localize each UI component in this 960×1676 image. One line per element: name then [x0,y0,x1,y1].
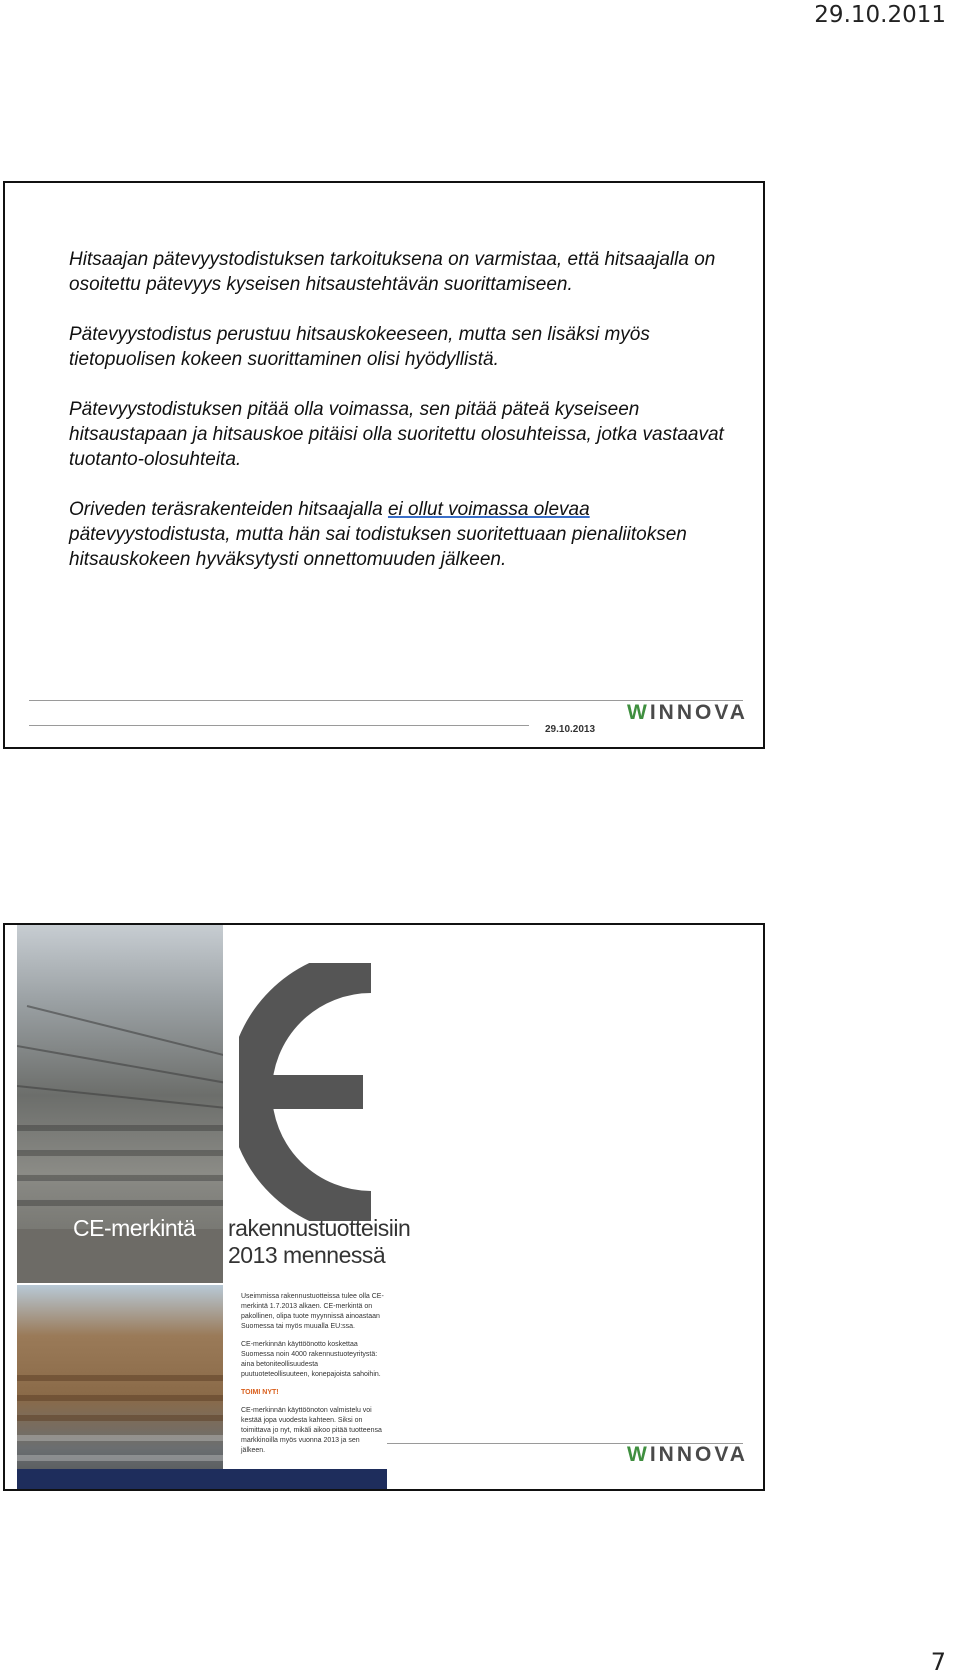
paragraph-purpose: Hitsaajan pätevyystodistuksen tarkoituksena on varmistaa, että hitsaajalla on osoitettu pätevyys kyseisen hitsaustehtävän suorittamiseen. [69,249,716,295]
ce-title-line2: 2013 mennessä [228,1242,386,1268]
ce-title-line1: rakennustuotteisiin [228,1215,411,1241]
paragraph-basis: Pätevyystodistus perustuu hitsauskokeeseen, mutta sen lisäksi myös tietopuolisen kokeen suorittaminen olisi hyödyllistä. [69,324,650,370]
ce-title [228,1215,410,1269]
ce-info-text [241,1292,385,1464]
page-number: 7 [930,1648,946,1676]
case-text-underlined: ei ollut voimassa olevaa [387,499,590,520]
ce-info-paragraph-2: CE-merkinnän käyttöönotto koskettaa Suomessa noin 4000 rakennustuoteyritystä: aina betoniteollisuudesta puutuoteteollisuuteen, konepajoista sahoihin. [241,1341,381,1378]
ce-info-paragraph-3: CE-merkinnän käyttöönoton valmistelu voi kestää jopa vuodesta kahteen. Siksi on toimittava jo nyt, mikäli aikoo pitää tuotteensa markkinoilla myös vuonna 2013 ja sen jälkeen. [241,1407,382,1454]
ce-action-heading: TOIMI NYT! [241,1389,279,1396]
ce-mark-logo [239,963,379,1221]
winnova-logo: WINNOVA [627,701,748,724]
page-date: 29.10.2011 [814,2,946,28]
case-text-after: pätevyystodistusta, mutta hän sai todistuksen suoritettuaan pienaliitoksen hitsauskokeen hyväksytysti onnettomuuden jälkeen. [69,524,687,570]
blue-footer-bar [17,1469,387,1489]
footer-divider-bottom [29,725,529,726]
slide-ce-marking [3,923,765,1491]
ce-info-paragraph-1: Useimmissa rakennustuotteissa tulee olla CE-merkintä 1.7.2013 alkaen. CE-merkintä on pakollinen, olipa tuote myynnissä ainoastaan Suomessa tai myös muualla EU:ssa. [241,1293,384,1330]
photo-collage [17,925,223,1489]
paragraph-validity: Pätevyystodistuksen pitää olla voimassa, sen pitää päteä kyseiseen hitsaustapaan ja hitsauskoe pitäisi olla suoritettu olosuhteissa, jotka vastaavat tuotanto-olosuhteita. [69,399,724,470]
building-photo-top [17,925,223,1235]
slide-body-text [69,247,729,597]
ce-band-label: CE-merkintä [73,1215,196,1241]
slide-footer-date: 29.10.2013 [545,724,596,735]
building-photo-bottom [17,1285,223,1489]
paragraph-oriveden-case [69,497,729,572]
case-text-before: Oriveden teräsrakenteiden hitsaajalla [69,499,388,520]
slide-welder-certification [3,181,765,749]
winnova-logo: WINNOVA [627,1443,748,1466]
